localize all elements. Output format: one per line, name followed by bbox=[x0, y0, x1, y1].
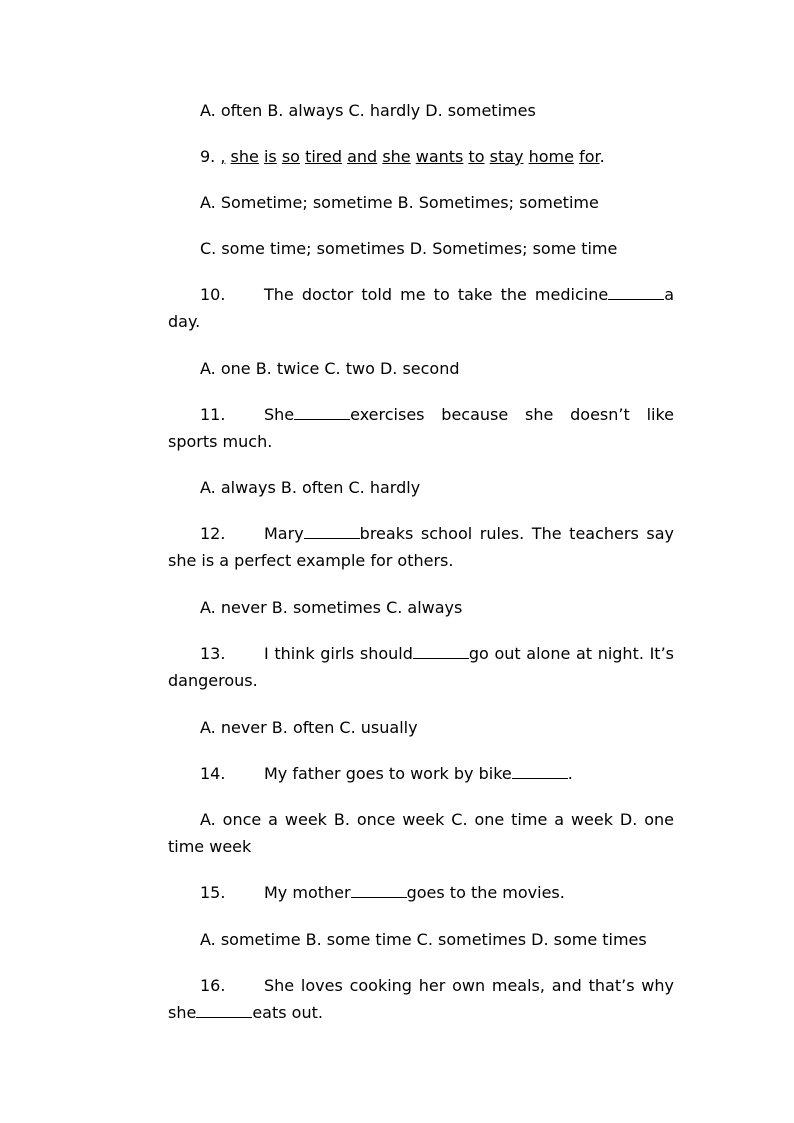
q9-number: 9. bbox=[200, 147, 221, 166]
q9-word: she bbox=[230, 147, 259, 166]
q14-options bbox=[168, 806, 674, 860]
q14-number: 14. bbox=[200, 764, 226, 783]
answer-blank bbox=[304, 524, 360, 539]
q9-word: she bbox=[382, 147, 411, 166]
q9-word: . bbox=[599, 147, 605, 166]
q16-text-end: eats out. bbox=[252, 1003, 323, 1022]
q11-number: 11. bbox=[200, 405, 226, 424]
q15-number: 15. bbox=[200, 883, 226, 902]
q9-word: for bbox=[579, 147, 600, 166]
q15-question bbox=[168, 879, 674, 906]
q15-options: A. sometime B. some time C. sometimes D. some times bbox=[200, 930, 647, 949]
q9-word: to bbox=[468, 147, 485, 166]
q10-question bbox=[168, 281, 674, 335]
q16-number: 16. bbox=[200, 976, 226, 995]
answer-blank bbox=[196, 1003, 252, 1018]
q15-text: My mother bbox=[264, 883, 351, 902]
q9-options-2: C. some time; sometimes D. Sometimes; some time bbox=[200, 239, 618, 258]
q14-question bbox=[168, 760, 674, 787]
q12-text: Mary bbox=[264, 524, 304, 543]
q13-number: 13. bbox=[200, 644, 226, 663]
answer-blank bbox=[608, 285, 664, 300]
q9-word: , bbox=[220, 147, 226, 166]
q9-word: is bbox=[263, 147, 277, 166]
q11-text: She bbox=[264, 405, 295, 424]
q9-word: wants bbox=[415, 147, 464, 166]
q9-word: and bbox=[347, 147, 378, 166]
q13-options: A. never B. often C. usually bbox=[200, 718, 418, 737]
q14-text-end: . bbox=[567, 764, 573, 783]
q13-text-end: go out alone at night. It’s dangerous. bbox=[168, 644, 674, 690]
q14-options-text: A. once a week B. once week C. one time a week D. one time week bbox=[168, 810, 674, 856]
q9-options-1: A. Sometime; sometime B. Sometimes; sometime bbox=[200, 193, 599, 212]
q9-question bbox=[200, 147, 674, 167]
q15-text-end: goes to the movies. bbox=[406, 883, 565, 902]
q16-question bbox=[168, 972, 674, 1026]
q13-text: I think girls should bbox=[264, 644, 413, 663]
q12-text-end: breaks school rules. The teachers say she is a perfect example for others. bbox=[168, 524, 674, 570]
q16-text: She loves cooking her own meals, and that’s why she bbox=[168, 976, 674, 1022]
q10-text-end: a day. bbox=[168, 285, 674, 331]
q12-options: A. never B. sometimes C. always bbox=[200, 598, 463, 617]
answer-blank bbox=[294, 405, 350, 420]
q10-text: The doctor told me to take the medicine bbox=[264, 285, 609, 304]
q11-options: A. always B. often C. hardly bbox=[200, 478, 421, 497]
q11-text-end: exercises because she doesn’t like sports much. bbox=[168, 405, 674, 451]
q14-text: My father goes to work by bike bbox=[264, 764, 512, 783]
answer-blank bbox=[512, 764, 568, 779]
q12-question bbox=[168, 520, 674, 574]
q10-number: 10. bbox=[200, 285, 226, 304]
q10-options: A. one B. twice C. two D. second bbox=[200, 359, 460, 378]
q9-word: stay bbox=[489, 147, 524, 166]
q13-question bbox=[168, 640, 674, 694]
q9-word: tired bbox=[305, 147, 343, 166]
q8-options: A. often B. always C. hardly D. sometimes bbox=[200, 101, 536, 120]
q9-word: home bbox=[528, 147, 574, 166]
answer-blank bbox=[351, 883, 407, 898]
q11-question bbox=[168, 401, 674, 455]
answer-blank bbox=[413, 644, 469, 659]
q9-word: so bbox=[281, 147, 300, 166]
q12-number: 12. bbox=[200, 524, 226, 543]
